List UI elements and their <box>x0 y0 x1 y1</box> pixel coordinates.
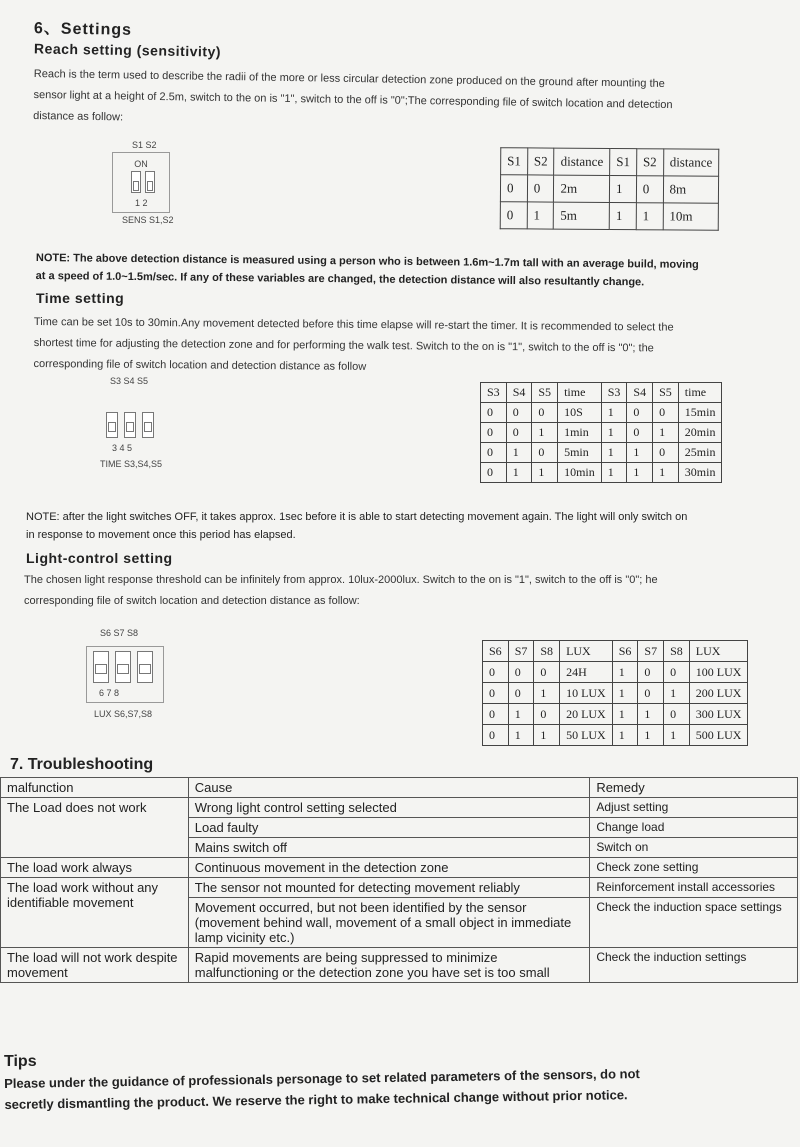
table-cell: 300 LUX <box>689 704 748 725</box>
table-cell: 0 <box>627 403 653 423</box>
switch-caption: LUX S6,S7,S8 <box>94 709 153 719</box>
table-cell: 0 <box>653 403 679 423</box>
table-cell: 30min <box>678 463 722 483</box>
table-cell: 100 LUX <box>689 662 748 683</box>
table-cell: S2 <box>527 148 554 175</box>
dip-toggle <box>137 651 153 683</box>
table-row <box>481 443 722 463</box>
table-cell: 1 <box>532 423 558 443</box>
tips-line: secretly dismantling the product. We reserve the right to make technical change without prior notice. <box>4 1087 628 1112</box>
table-cell: 1 <box>664 683 690 704</box>
table-row <box>500 175 718 204</box>
table-cell: 0 <box>664 662 690 683</box>
remedy-cell: Switch on <box>590 838 798 858</box>
tips-title: Tips <box>4 1053 37 1070</box>
table-cell: 1 <box>627 463 653 483</box>
table-cell: 2m <box>554 175 610 202</box>
table-cell: S4 <box>627 383 653 403</box>
table-cell: 10min <box>558 463 602 483</box>
dip-toggle <box>115 651 131 683</box>
note-line: in response to movement once this period has elapsed. <box>26 529 296 541</box>
reach-line: sensor light at a height of 2.5m, switch to the on is "1", switch to the off is "0";The corresponding file of switch location and detection <box>33 88 673 112</box>
remedy-cell: Reinforcement install accessories <box>590 878 798 898</box>
table-cell: 0 <box>506 403 532 423</box>
table-cell: 1min <box>558 423 602 443</box>
table-cell: 1 <box>664 725 690 746</box>
table-cell: 0 <box>483 704 509 725</box>
reach-paragraph <box>33 64 794 139</box>
reach-heading: Reach setting (sensitivity) <box>33 40 222 60</box>
troubleshooting-table <box>0 777 798 983</box>
switch-label: S1 S2 <box>132 140 157 150</box>
table-cell: 20 LUX <box>560 704 613 725</box>
table-cell: 1 <box>534 683 560 704</box>
table-row <box>1 798 798 818</box>
time-heading: Time setting <box>36 290 125 306</box>
table-cell: time <box>558 383 602 403</box>
table-cell: 0 <box>664 704 690 725</box>
switch-caption: SENS S1,S2 <box>122 215 174 225</box>
cause-cell: The sensor not mounted for detecting movement reliably <box>188 878 590 898</box>
time-note <box>26 508 796 544</box>
switch-label: S6 S7 S8 <box>100 628 139 638</box>
note-line: NOTE: The above detection distance is measured using a person who is between 1.6m~1.7m tall with an average build, moving <box>35 251 699 271</box>
lux-table <box>482 640 748 746</box>
table-cell: 0 <box>506 423 532 443</box>
malfunction-cell: The load work always <box>1 858 189 878</box>
switch-numbers: 6 7 8 <box>99 688 120 698</box>
table-cell: 0 <box>534 662 560 683</box>
switch-label: S3 S4 S5 <box>110 376 149 386</box>
malfunction-cell: The Load does not work <box>1 798 189 858</box>
dip-toggle <box>131 171 141 193</box>
cause-cell: Continuous movement in the detection zone <box>188 858 590 878</box>
table-cell: 0 <box>483 662 509 683</box>
dip-toggle <box>142 412 154 438</box>
reach-line: Reach is the term used to describe the radii of the more or less circular detection zone produced on the ground after mounting the <box>33 67 665 90</box>
table-cell: 1 <box>506 443 532 463</box>
table-cell: 0 <box>500 175 527 202</box>
time-line: corresponding file of switch location and detection distance as follow <box>33 357 367 373</box>
table-cell: 1 <box>612 725 638 746</box>
reach-distance-table <box>500 147 720 231</box>
table-cell: 10 LUX <box>560 683 613 704</box>
table-cell: 0 <box>481 403 507 423</box>
table-row <box>481 463 722 483</box>
table-row <box>1 948 798 983</box>
table-cell: 0 <box>508 683 534 704</box>
table-cell: S8 <box>664 641 690 662</box>
remedy-cell: Check the induction space settings <box>590 898 798 948</box>
table-cell: 1 <box>638 725 664 746</box>
table-cell: 0 <box>627 423 653 443</box>
time-table <box>480 382 722 483</box>
table-header-cell: Cause <box>188 778 590 798</box>
table-row <box>481 423 722 443</box>
table-cell: 10m <box>663 203 719 230</box>
table-cell: 1 <box>636 203 663 230</box>
table-row <box>483 683 748 704</box>
table-cell: S8 <box>534 641 560 662</box>
cause-cell: Movement occurred, but not been identified by the sensor (movement behind wall, movement of a small object in immediate lamp vicinity etc.) <box>188 898 590 948</box>
dip-toggle <box>124 412 136 438</box>
time-switch-figure <box>100 376 190 469</box>
table-cell: 0 <box>483 683 509 704</box>
remedy-cell: Adjust setting <box>590 798 798 818</box>
table-row <box>481 403 722 423</box>
time-paragraph <box>33 312 794 382</box>
table-cell: 20min <box>678 423 722 443</box>
cause-cell: Load faulty <box>188 818 590 838</box>
table-cell: 1 <box>601 443 627 463</box>
switch-numbers: 3 4 5 <box>112 443 133 453</box>
dip-toggle <box>106 412 118 438</box>
section-title: 6、Settings <box>33 20 133 39</box>
table-cell: 1 <box>612 683 638 704</box>
table-cell: LUX <box>560 641 613 662</box>
table-cell: 0 <box>481 443 507 463</box>
table-cell: 0 <box>532 403 558 423</box>
cause-cell: Rapid movements are being suppressed to minimize malfunctioning or the detection zone you have set is too small <box>188 948 590 983</box>
remedy-cell: Check zone setting <box>590 858 798 878</box>
table-cell: 1 <box>612 704 638 725</box>
table-header-cell: Remedy <box>590 778 798 798</box>
cause-cell: Mains switch off <box>188 838 590 858</box>
table-cell: 5min <box>558 443 602 463</box>
table-cell: S1 <box>501 148 528 175</box>
table-cell: 1 <box>601 403 627 423</box>
note-line: NOTE: after the light switches OFF, it takes approx. 1sec before it is able to start detecting movement again. The light will only switch on <box>26 511 688 523</box>
table-header-row <box>483 641 748 662</box>
table-cell: 0 <box>527 175 554 202</box>
malfunction-cell: The load work without any identifiable movement <box>1 878 189 948</box>
table-cell: 0 <box>481 463 507 483</box>
dip-switch <box>86 646 164 703</box>
malfunction-cell: The load will not work despite movement <box>1 948 189 983</box>
note-line: at a speed of 1.0~1.5m/sec. If any of these variables are changed, the detection distance will also resultantly change. <box>35 269 645 289</box>
table-row <box>1 858 798 878</box>
cause-cell: Wrong light control setting selected <box>188 798 590 818</box>
dip-switch <box>112 152 170 213</box>
table-cell: S1 <box>610 149 637 176</box>
table-cell: S5 <box>532 383 558 403</box>
table-cell: 1 <box>601 463 627 483</box>
light-paragraph <box>24 570 794 612</box>
table-cell: 1 <box>609 176 636 203</box>
switch-on-label: ON <box>134 159 148 169</box>
table-cell: 1 <box>653 463 679 483</box>
dip-toggle <box>93 651 109 683</box>
table-cell: 1 <box>508 704 534 725</box>
table-row <box>483 662 748 683</box>
table-cell: 5m <box>554 202 610 229</box>
table-cell: S5 <box>653 383 679 403</box>
table-cell: 0 <box>483 725 509 746</box>
dip-toggle <box>145 171 155 193</box>
table-cell: 50 LUX <box>560 725 613 746</box>
sens-switch-figure <box>112 140 192 225</box>
table-cell: 0 <box>532 443 558 463</box>
table-cell: S7 <box>508 641 534 662</box>
table-cell: LUX <box>689 641 748 662</box>
switch-caption: TIME S3,S4,S5 <box>100 459 163 469</box>
table-cell: 1 <box>609 202 636 229</box>
remedy-cell: Check the induction settings <box>590 948 798 983</box>
remedy-cell: Change load <box>590 818 798 838</box>
table-cell: 1 <box>653 423 679 443</box>
table-cell: S3 <box>601 383 627 403</box>
table-cell: 0 <box>481 423 507 443</box>
light-heading: Light-control setting <box>26 550 173 566</box>
time-line: shortest time for adjusting the detection zone and for performing the walk test. Switch to the on is "1", switch to the off is "0"; the <box>33 336 654 355</box>
table-cell: S2 <box>636 149 663 176</box>
table-cell: 0 <box>508 662 534 683</box>
table-row <box>1 878 798 898</box>
table-cell: 25min <box>678 443 722 463</box>
table-cell: distance <box>554 148 610 175</box>
table-row <box>500 202 718 231</box>
switch-numbers: 1 2 <box>135 198 148 208</box>
table-header-row <box>501 148 719 177</box>
table-cell: S7 <box>638 641 664 662</box>
table-cell: 500 LUX <box>689 725 748 746</box>
tips-text <box>4 1061 795 1115</box>
lux-switch-figure <box>86 628 186 719</box>
table-cell: 8m <box>663 176 719 203</box>
table-cell: 1 <box>601 423 627 443</box>
table-cell: 1 <box>627 443 653 463</box>
table-cell: 1 <box>532 463 558 483</box>
table-cell: 15min <box>678 403 722 423</box>
table-cell: S6 <box>483 641 509 662</box>
table-cell: S6 <box>612 641 638 662</box>
table-header-row <box>481 383 722 403</box>
table-header-row <box>1 778 798 798</box>
table-cell: distance <box>663 149 719 176</box>
table-cell: 10S <box>558 403 602 423</box>
table-cell: 0 <box>638 683 664 704</box>
table-cell: S4 <box>506 383 532 403</box>
time-line: Time can be set 10s to 30min.Any movement detected before this time elapse will re-start the timer. It is recommended to select the <box>33 315 674 334</box>
table-cell: 1 <box>508 725 534 746</box>
table-cell: 24H <box>560 662 613 683</box>
table-cell: 0 <box>653 443 679 463</box>
table-cell: 0 <box>500 202 527 229</box>
reach-note <box>36 249 796 293</box>
table-row <box>483 704 748 725</box>
table-cell: 1 <box>534 725 560 746</box>
light-line: corresponding file of switch location and detection distance as follow: <box>24 595 360 607</box>
table-cell: 0 <box>534 704 560 725</box>
table-header-cell: malfunction <box>1 778 189 798</box>
troubleshooting-title: 7. Troubleshooting <box>10 756 154 773</box>
table-row <box>483 725 748 746</box>
table-cell: 1 <box>527 202 554 229</box>
table-cell: time <box>678 383 722 403</box>
reach-line: distance as follow: <box>33 109 124 124</box>
table-cell: 1 <box>638 704 664 725</box>
table-cell: 200 LUX <box>689 683 748 704</box>
light-line: The chosen light response threshold can be infinitely from approx. 10lux-2000lux. Switch to the on is "1", switch to the off is "0"; he <box>24 574 658 586</box>
table-cell: 0 <box>636 176 663 203</box>
table-cell: 0 <box>638 662 664 683</box>
tips-line: Please under the guidance of professionals personage to set related parameters of the sensors, do not <box>4 1066 640 1091</box>
table-cell: 1 <box>612 662 638 683</box>
table-cell: S3 <box>481 383 507 403</box>
table-cell: 1 <box>506 463 532 483</box>
